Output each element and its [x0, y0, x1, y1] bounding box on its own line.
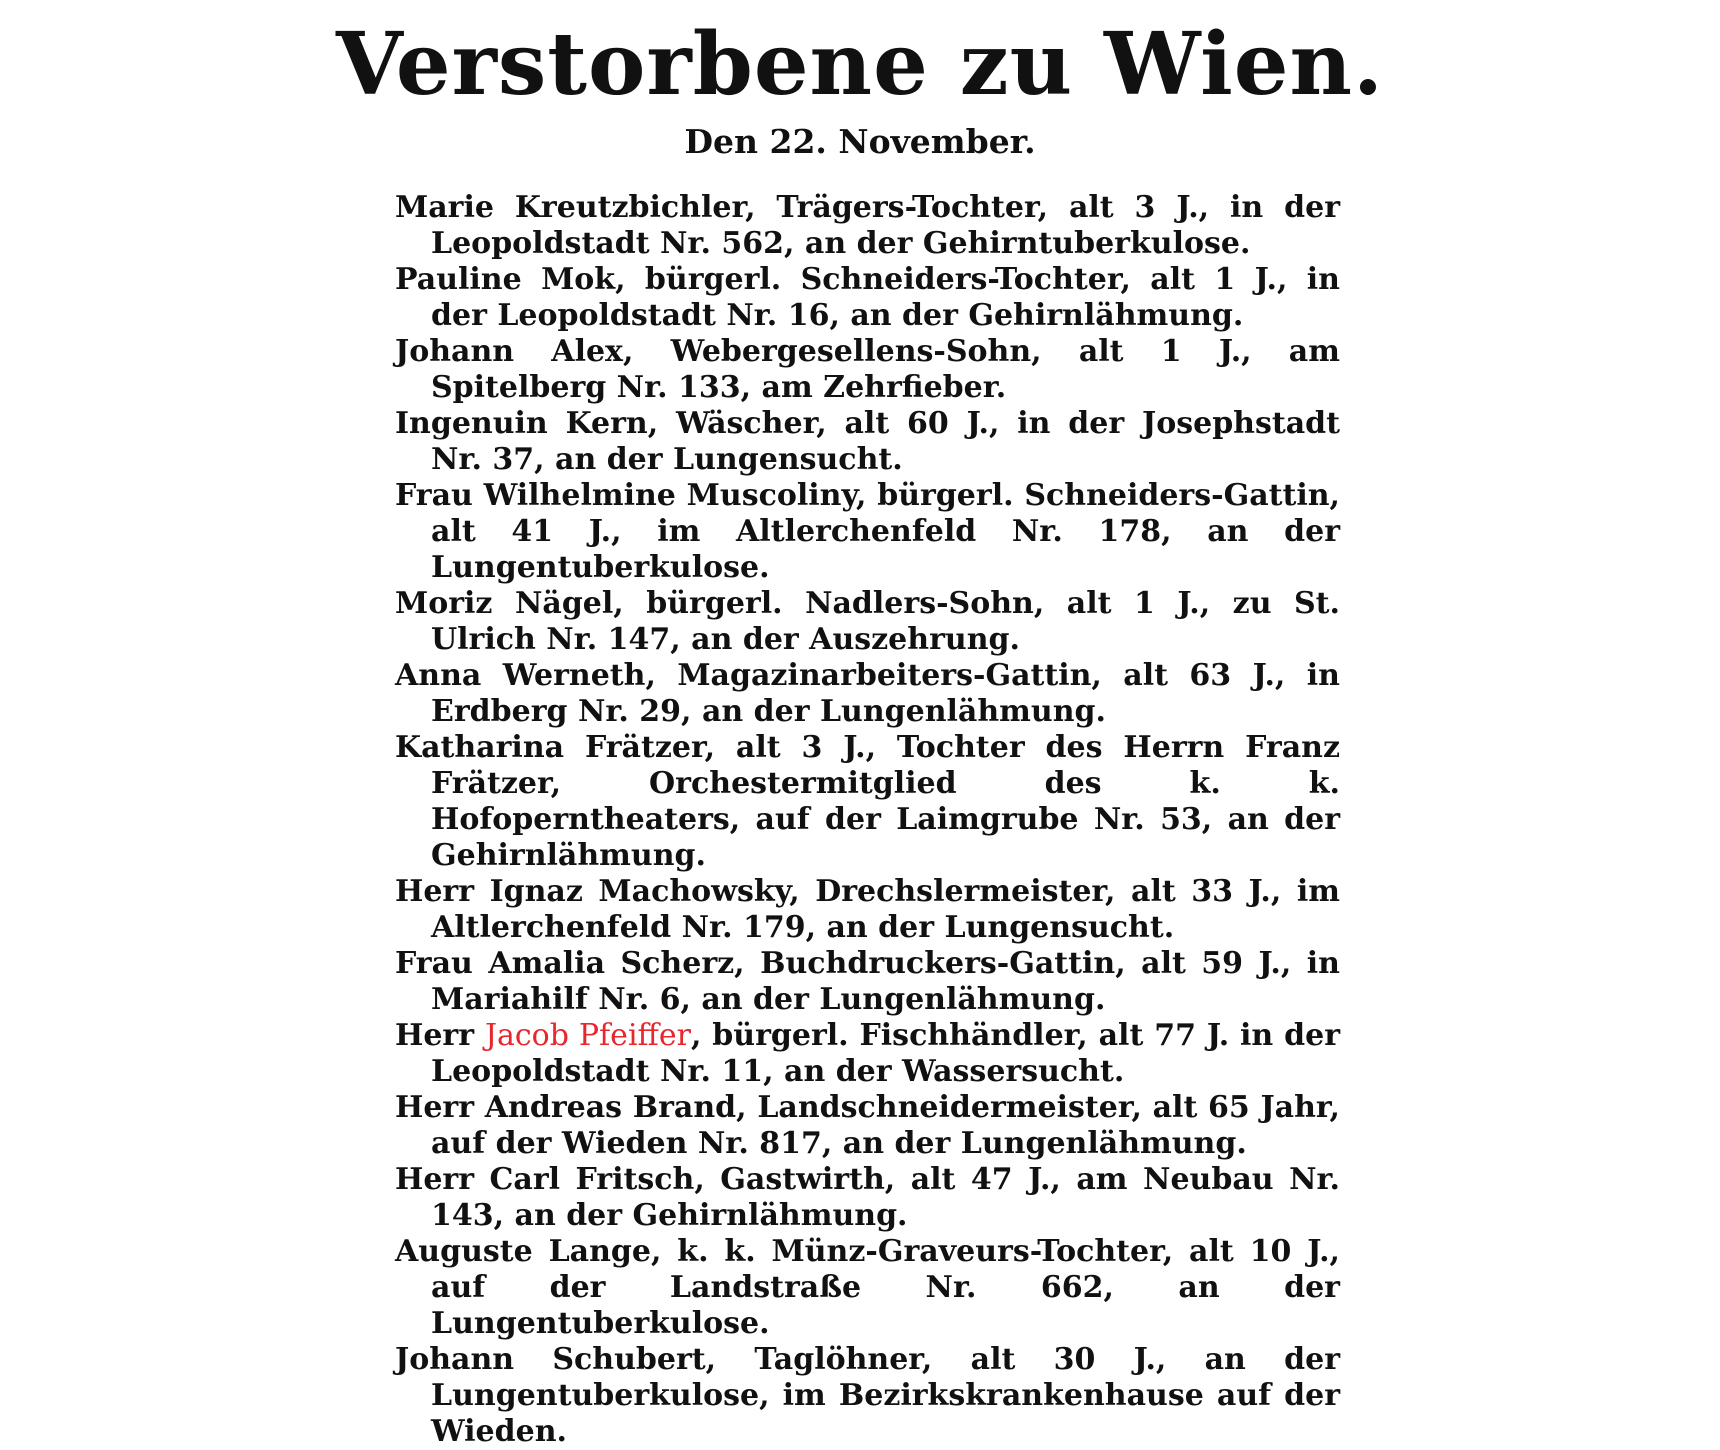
death-notice: Auguste Lange, k. k. Münz-Graveurs-Tochter, alt 10 J., auf der Landstraße Nr. 662, an der Lungentuberkulose. [395, 1234, 1340, 1341]
highlighted-name: Jacob Pfeiffer [484, 1018, 691, 1053]
death-notice: Herr Ignaz Machowsky, Drechslermeister, alt 33 J., im Altlerchenfeld Nr. 179, an der Lungensucht. [395, 874, 1340, 945]
death-notice: Pauline Mok, bürgerl. Schneiders-Tochter, alt 1 J., in der Leopoldstadt Nr. 16, an der Gehirnlähmung. [395, 262, 1340, 333]
death-notice: Frau Amalia Scherz, Buchdruckers-Gattin, alt 59 J., in Mariahilf Nr. 6, an der Lungenlähmung. [395, 946, 1340, 1017]
death-notice: Ingenuin Kern, Wäscher, alt 60 J., in der Josephstadt Nr. 37, an der Lungensucht. [395, 406, 1340, 477]
death-notice-list [395, 190, 1340, 1450]
death-notice: Herr Carl Fritsch, Gastwirth, alt 47 J., am Neubau Nr. 143, an der Gehirnlähmung. [395, 1162, 1340, 1233]
death-notice: Katharina Frätzer, alt 3 J., Tochter des Herrn Franz Frätzer, Orchestermitglied des k. k. Hofoperntheaters, auf der Laimgrube Nr. 53, an der Gehirnlähmung. [395, 730, 1340, 873]
death-notice: Anna Werneth, Magazinarbeiters-Gattin, alt 63 J., in Erdberg Nr. 29, an der Lungenlähmung. [395, 658, 1340, 729]
death-notice: Herr Andreas Brand, Landschneidermeister, alt 65 Jahr, auf der Wieden Nr. 817, an der Lungenlähmung. [395, 1090, 1340, 1161]
notice-suffix: , bürgerl. Fischhändler, alt 77 J. in der Leopoldstadt Nr. 11, an der Wassersucht. [431, 1018, 1341, 1089]
page-title: Verstorbene zu Wien. [336, 14, 1384, 115]
death-notice: Marie Kreutzbichler, Trägers-Tochter, alt 3 J., in der Leopoldstadt Nr. 562, an der Gehirntuberkulose. [395, 190, 1340, 261]
death-notice: Johann Schubert, Taglöhner, alt 30 J., an der Lungentuberkulose, im Bezirkskrankenhause auf der Wieden. [395, 1342, 1340, 1449]
date-heading: Den 22. November. [684, 122, 1036, 161]
death-notice: Frau Wilhelmine Muscoliny, bürgerl. Schneiders-Gattin, alt 41 J., im Altlerchenfeld Nr. 178, an der Lungentuberkulose. [395, 478, 1340, 585]
death-notice-highlighted [395, 1018, 1340, 1090]
notice-prefix: Herr [395, 1018, 485, 1053]
death-notice: Johann Alex, Webergesellens-Sohn, alt 1 J., am Spitelberg Nr. 133, am Zehrfieber. [395, 334, 1340, 405]
death-notice: Moriz Nägel, bürgerl. Nadlers-Sohn, alt 1 J., zu St. Ulrich Nr. 147, an der Auszehrung. [395, 586, 1340, 657]
